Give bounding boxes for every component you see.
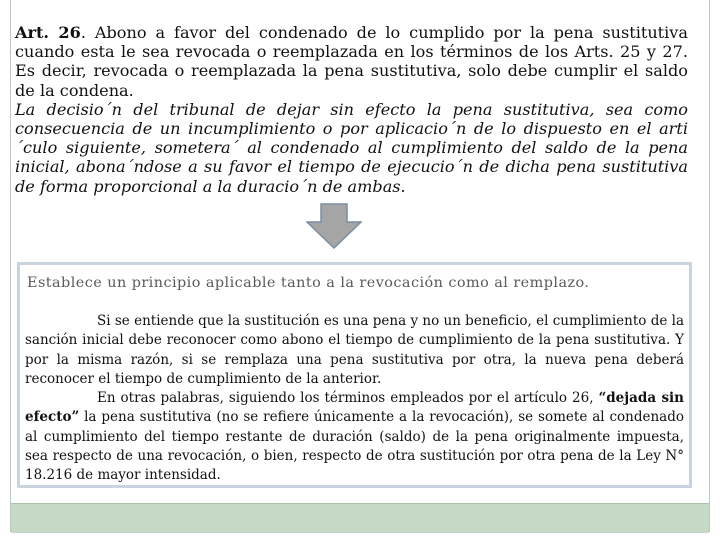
- commentary-body: [25, 312, 684, 486]
- paragraph-2-after: la pena sustitutiva (no se refiere únicamente a la revocación), se somete al condenado al cumplimiento del tiempo restante de duración (saldo) de la pena originalmente impuesta, sea respecto de una revocación, o bien, respecto de otra sustitución por otra pena de la Ley N° 18.216 de mayor intensidad.: [25, 409, 684, 484]
- down-arrow-icon: [306, 203, 362, 249]
- commentary-heading: Establece un principio aplicable tanto a la revocación como al remplazo.: [27, 275, 590, 291]
- commentary-paragraph-1: Si se entiende que la sustitución es una pena y no un beneficio, el cumplimiento de la sanción inicial debe reconocer como abono el tiempo de cumplimiento de la pena sustitutiva. Y por la misma razón, si se remplaza una pena sustitutiva por otra, la nueva pena deberá reconocer el tiempo de cumplimiento de la anterior.: [25, 313, 684, 387]
- commentary-paragraph-2: [25, 389, 684, 485]
- article-intro: . Abono a favor del condenado de lo cumplido por la pena sustitutiva cuando esta le sea revocada o reemplazada en los términos de los Arts. 25 y 27. Es decir, revocada o reemplazada la pena sustitutiva, solo debe cumplir el saldo de la condena.: [15, 23, 688, 100]
- footer-bar: [11, 503, 709, 533]
- article-label: Art. 26: [15, 23, 81, 42]
- paragraph-2-before: En otras palabras, siguiendo los términos empleados por el artículo 26,: [97, 390, 599, 407]
- commentary-box: [17, 262, 692, 488]
- paragraph-2-bold: “dejada sin efecto”: [25, 390, 684, 426]
- article-italic-text: La decisio´n del tribunal de dejar sin efecto la pena sustitutiva, sea como consecuencia de un incumplimiento o por aplicacio´n de lo dispuesto en el arti´culo siguiente, sometera´ al condenado al cumplimiento del saldo de la pena inicial, abona´ndose a su favor el tiempo de ejecucio´n de dicha pena sustitutiva de forma proporcional a la duracio´n de ambas.: [15, 99, 688, 196]
- article-paragraph: [15, 23, 688, 100]
- article-text: [15, 23, 688, 196]
